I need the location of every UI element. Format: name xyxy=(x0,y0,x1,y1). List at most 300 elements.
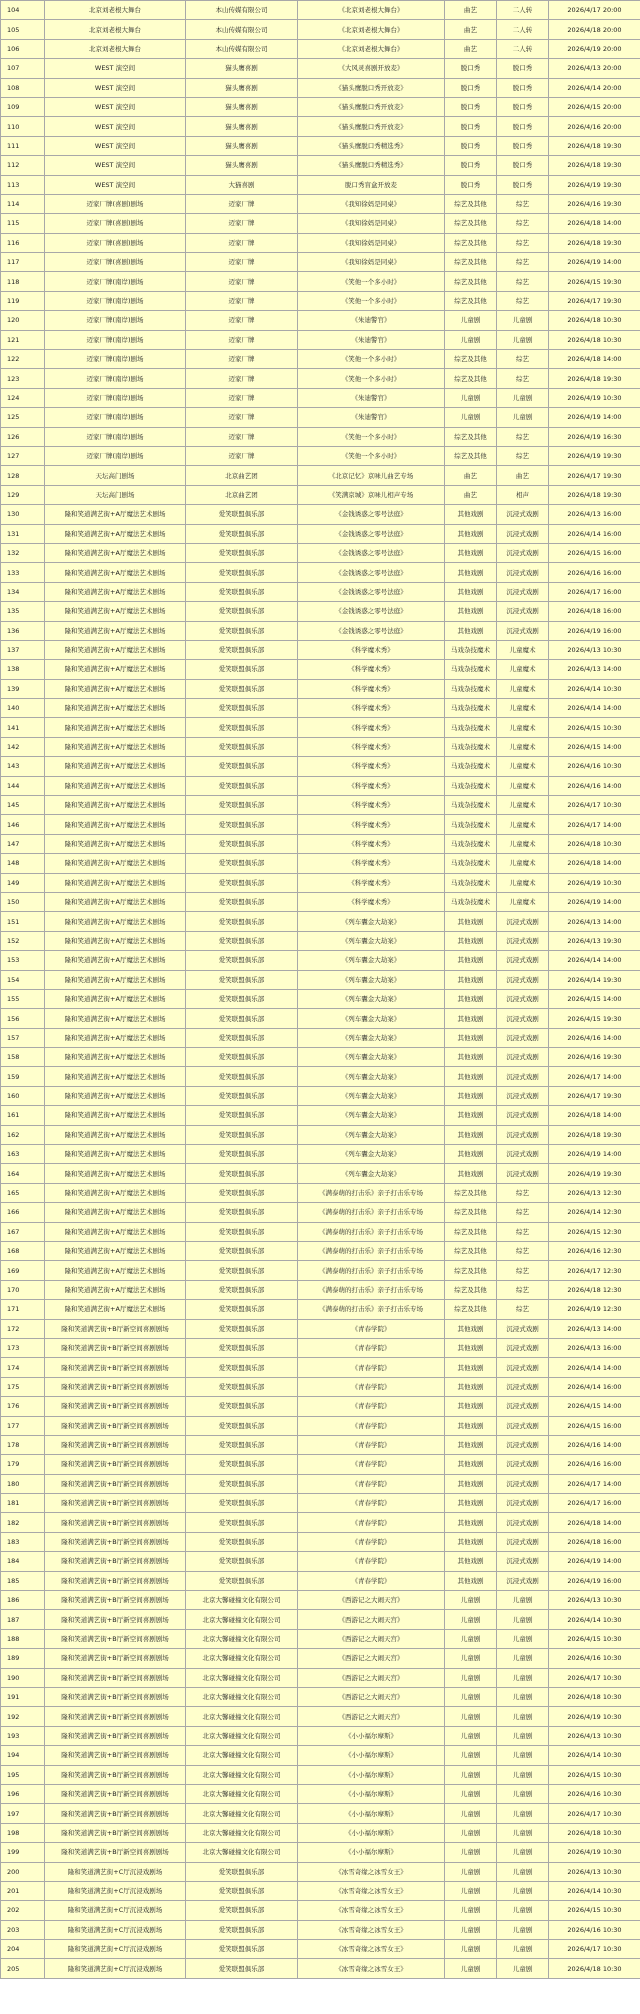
venue-cell: 天坛高门剧场 xyxy=(45,485,186,504)
subcategory-cell: 儿童剧 xyxy=(497,1707,549,1726)
venue-cell: 隆和笑道满艺街+C厅沉浸戏剧场 xyxy=(45,1959,186,1978)
venue-cell: 北京刘老根大舞台 xyxy=(45,39,186,58)
organizer-cell: 北京大馨碰撞文化有限公司 xyxy=(186,1629,298,1648)
table-row xyxy=(1,1377,640,1396)
datetime-cell: 2026/4/19 10:30 xyxy=(549,1843,640,1862)
category-cell: 马戏杂技魔术 xyxy=(445,854,497,873)
venue-cell: 迈家厂牌(喜剧)剧场 xyxy=(45,194,186,213)
show-title-cell: 《科学魔术秀》 xyxy=(298,737,445,756)
organizer-cell: 爱笑联盟俱乐部 xyxy=(186,834,298,853)
table-row xyxy=(1,1319,640,1338)
venue-cell: WEST 演空间 xyxy=(45,78,186,97)
subcategory-cell: 沉浸式戏剧 xyxy=(497,1067,549,1086)
row-number: 153 xyxy=(1,951,45,970)
organizer-cell: 本山传媒有限公司 xyxy=(186,20,298,39)
show-title-cell: 《科学魔术秀》 xyxy=(298,834,445,853)
category-cell: 其他戏剧 xyxy=(445,1455,497,1474)
venue-cell: 北京刘老根大舞台 xyxy=(45,1,186,20)
venue-cell: 隆和笑道满艺街+A厅魔法艺术剧场 xyxy=(45,873,186,892)
row-number: 143 xyxy=(1,757,45,776)
subcategory-cell: 综艺 xyxy=(497,1280,549,1299)
category-cell: 马戏杂技魔术 xyxy=(445,796,497,815)
row-number: 191 xyxy=(1,1687,45,1706)
datetime-cell: 2026/4/13 14:00 xyxy=(549,912,640,931)
row-number: 178 xyxy=(1,1435,45,1454)
datetime-cell: 2026/4/17 20:00 xyxy=(549,1,640,20)
organizer-cell: 迈家厂牌 xyxy=(186,233,298,252)
venue-cell: 隆和笑道满艺街+A厅魔法艺术剧场 xyxy=(45,815,186,834)
organizer-cell: 爱笑联盟俱乐部 xyxy=(186,1959,298,1978)
table-row xyxy=(1,388,640,407)
organizer-cell: 迈家厂牌 xyxy=(186,311,298,330)
show-title-cell: 《列车囊金大劫案》 xyxy=(298,989,445,1008)
datetime-cell: 2026/4/18 14:00 xyxy=(549,1106,640,1125)
category-cell: 儿童剧 xyxy=(445,1610,497,1629)
venue-cell: 隆和笑道满艺街+A厅魔法艺术剧场 xyxy=(45,757,186,776)
venue-cell: 隆和笑道满艺街+B厅新空间喜剧剧场 xyxy=(45,1687,186,1706)
venue-cell: 隆和笑道满艺街+A厅魔法艺术剧场 xyxy=(45,1261,186,1280)
organizer-cell: 爱笑联盟俱乐部 xyxy=(186,1242,298,1261)
table-row xyxy=(1,136,640,155)
show-title-cell: 《冰雪奇缘之冰雪女王》 xyxy=(298,1862,445,1881)
datetime-cell: 2026/4/16 14:00 xyxy=(549,1028,640,1047)
category-cell: 曲艺 xyxy=(445,485,497,504)
organizer-cell: 北京大馨碰撞文化有限公司 xyxy=(186,1649,298,1668)
subcategory-cell: 儿童剧 xyxy=(497,1901,549,1920)
show-title-cell: 《西游记之大闹天宫》 xyxy=(298,1649,445,1668)
venue-cell: 迈家厂牌(南岸)剧场 xyxy=(45,427,186,446)
organizer-cell: 爱笑联盟俱乐部 xyxy=(186,1881,298,1900)
subcategory-cell: 沉浸式戏剧 xyxy=(497,1319,549,1338)
row-number: 202 xyxy=(1,1901,45,1920)
organizer-cell: 北京曲艺团 xyxy=(186,466,298,485)
show-title-cell: 《西游记之大闹天宫》 xyxy=(298,1707,445,1726)
table-row xyxy=(1,350,640,369)
datetime-cell: 2026/4/18 19:30 xyxy=(549,156,640,175)
datetime-cell: 2026/4/14 10:30 xyxy=(549,679,640,698)
subcategory-cell: 沉浸式戏剧 xyxy=(497,1009,549,1028)
show-title-cell: 《我知徐妈是同桌》 xyxy=(298,233,445,252)
organizer-cell: 迈家厂牌 xyxy=(186,291,298,310)
organizer-cell: 爱笑联盟俱乐部 xyxy=(186,1494,298,1513)
category-cell: 马戏杂技魔术 xyxy=(445,679,497,698)
table-row xyxy=(1,1455,640,1474)
subcategory-cell: 综艺 xyxy=(497,291,549,310)
organizer-cell: 爱笑联盟俱乐部 xyxy=(186,602,298,621)
row-number: 192 xyxy=(1,1707,45,1726)
datetime-cell: 2026/4/17 19:30 xyxy=(549,1086,640,1105)
category-cell: 脱口秀 xyxy=(445,78,497,97)
show-title-cell: 《青春学院》 xyxy=(298,1571,445,1590)
organizer-cell: 迈家厂牌 xyxy=(186,446,298,465)
category-cell: 儿童剧 xyxy=(445,388,497,407)
subcategory-cell: 沉浸式戏剧 xyxy=(497,1494,549,1513)
subcategory-cell: 沉浸式戏剧 xyxy=(497,1513,549,1532)
organizer-cell: 迈家厂牌 xyxy=(186,427,298,446)
row-number: 154 xyxy=(1,970,45,989)
subcategory-cell: 综艺 xyxy=(497,1261,549,1280)
subcategory-cell: 沉浸式戏剧 xyxy=(497,602,549,621)
subcategory-cell: 综艺 xyxy=(497,214,549,233)
subcategory-cell: 儿童魔术 xyxy=(497,660,549,679)
venue-cell: 隆和笑道满艺街+C厅沉浸戏剧场 xyxy=(45,1862,186,1881)
subcategory-cell: 沉浸式戏剧 xyxy=(497,1086,549,1105)
subcategory-cell: 沉浸式戏剧 xyxy=(497,912,549,931)
organizer-cell: 爱笑联盟俱乐部 xyxy=(186,718,298,737)
datetime-cell: 2026/4/13 12:30 xyxy=(549,1183,640,1202)
table-row xyxy=(1,505,640,524)
row-number: 201 xyxy=(1,1881,45,1900)
table-row xyxy=(1,1649,640,1668)
subcategory-cell: 综艺 xyxy=(497,369,549,388)
organizer-cell: 爱笑联盟俱乐部 xyxy=(186,1338,298,1357)
category-cell: 其他戏剧 xyxy=(445,1571,497,1590)
category-cell: 脱口秀 xyxy=(445,59,497,78)
row-number: 119 xyxy=(1,291,45,310)
row-number: 156 xyxy=(1,1009,45,1028)
organizer-cell: 迈家厂牌 xyxy=(186,272,298,291)
organizer-cell: 爱笑联盟俱乐部 xyxy=(186,1474,298,1493)
row-number: 123 xyxy=(1,369,45,388)
show-title-cell: 《金钱诱惑之零号法庭》 xyxy=(298,505,445,524)
table-row xyxy=(1,1397,640,1416)
datetime-cell: 2026/4/15 19:30 xyxy=(549,272,640,291)
organizer-cell: 迈家厂牌 xyxy=(186,194,298,213)
subcategory-cell: 沉浸式戏剧 xyxy=(497,1358,549,1377)
organizer-cell: 北京大馨碰撞文化有限公司 xyxy=(186,1746,298,1765)
show-title-cell: 《大风灵喜剧开放麦》 xyxy=(298,59,445,78)
datetime-cell: 2026/4/18 19:30 xyxy=(549,485,640,504)
category-cell: 儿童剧 xyxy=(445,1668,497,1687)
subcategory-cell: 脱口秀 xyxy=(497,175,549,194)
row-number: 152 xyxy=(1,931,45,950)
organizer-cell: 爱笑联盟俱乐部 xyxy=(186,757,298,776)
subcategory-cell: 儿童魔术 xyxy=(497,796,549,815)
category-cell: 其他戏剧 xyxy=(445,1416,497,1435)
venue-cell: 隆和笑道满艺街+B厅新空间喜剧剧场 xyxy=(45,1435,186,1454)
datetime-cell: 2026/4/15 16:00 xyxy=(549,1416,640,1435)
datetime-cell: 2026/4/16 20:00 xyxy=(549,117,640,136)
row-number: 114 xyxy=(1,194,45,213)
category-cell: 其他戏剧 xyxy=(445,1474,497,1493)
show-title-cell: 《笑满京城》京味儿相声专场 xyxy=(298,485,445,504)
show-title-cell: 《列车囊金大劫案》 xyxy=(298,1028,445,1047)
subcategory-cell: 沉浸式戏剧 xyxy=(497,1048,549,1067)
organizer-cell: 北京大馨碰撞文化有限公司 xyxy=(186,1726,298,1745)
show-title-cell: 《金钱诱惑之零号法庭》 xyxy=(298,602,445,621)
organizer-cell: 爱笑联盟俱乐部 xyxy=(186,892,298,911)
category-cell: 综艺及其他 xyxy=(445,1261,497,1280)
venue-cell: WEST 演空间 xyxy=(45,156,186,175)
row-number: 203 xyxy=(1,1920,45,1939)
category-cell: 曲艺 xyxy=(445,20,497,39)
subcategory-cell: 沉浸式戏剧 xyxy=(497,582,549,601)
show-title-cell: 《科学魔术秀》 xyxy=(298,660,445,679)
show-title-cell: 《科学魔术秀》 xyxy=(298,699,445,718)
organizer-cell: 爱笑联盟俱乐部 xyxy=(186,873,298,892)
organizer-cell: 爱笑联盟俱乐部 xyxy=(186,1901,298,1920)
venue-cell: 迈家厂牌(南岸)剧场 xyxy=(45,369,186,388)
venue-cell: 隆和笑道满艺街+A厅魔法艺术剧场 xyxy=(45,640,186,659)
subcategory-cell: 儿童剧 xyxy=(497,1687,549,1706)
subcategory-cell: 儿童剧 xyxy=(497,1591,549,1610)
show-title-cell: 《小小福尔摩斯》 xyxy=(298,1765,445,1784)
organizer-cell: 爱笑联盟俱乐部 xyxy=(186,1009,298,1028)
datetime-cell: 2026/4/18 14:00 xyxy=(549,1513,640,1532)
venue-cell: 隆和笑道满艺街+B厅新空间喜剧剧场 xyxy=(45,1707,186,1726)
show-title-cell: 脱口秀盲盒开放麦 xyxy=(298,175,445,194)
show-title-cell: 《青春学院》 xyxy=(298,1435,445,1454)
row-number: 171 xyxy=(1,1300,45,1319)
organizer-cell: 北京大馨碰撞文化有限公司 xyxy=(186,1687,298,1706)
show-title-cell: 《猫头鹰脱口秀开放麦》 xyxy=(298,117,445,136)
row-number: 193 xyxy=(1,1726,45,1745)
subcategory-cell: 沉浸式戏剧 xyxy=(497,563,549,582)
datetime-cell: 2026/4/15 19:30 xyxy=(549,1009,640,1028)
organizer-cell: 爱笑联盟俱乐部 xyxy=(186,660,298,679)
table-row xyxy=(1,1203,640,1222)
table-row xyxy=(1,1843,640,1862)
table-row xyxy=(1,718,640,737)
venue-cell: 隆和笑道满艺街+A厅魔法艺术剧场 xyxy=(45,679,186,698)
subcategory-cell: 脱口秀 xyxy=(497,136,549,155)
venue-cell: 隆和笑道满艺街+A厅魔法艺术剧场 xyxy=(45,1183,186,1202)
venue-cell: 隆和笑道满艺街+C厅沉浸戏剧场 xyxy=(45,1920,186,1939)
table-row xyxy=(1,20,640,39)
venue-cell: 隆和笑道满艺街+A厅魔法艺术剧场 xyxy=(45,737,186,756)
subcategory-cell: 儿童剧 xyxy=(497,1610,549,1629)
row-number: 179 xyxy=(1,1455,45,1474)
show-title-cell: 《满泰萌的打击乐》亲子打击乐专场 xyxy=(298,1242,445,1261)
table-row xyxy=(1,621,640,640)
table-row xyxy=(1,485,640,504)
row-number: 111 xyxy=(1,136,45,155)
subcategory-cell: 儿童剧 xyxy=(497,1843,549,1862)
venue-cell: 隆和笑道满艺街+B厅新空间喜剧剧场 xyxy=(45,1377,186,1396)
show-title-cell: 《朱迪警官》 xyxy=(298,388,445,407)
table-row xyxy=(1,446,640,465)
table-row xyxy=(1,951,640,970)
category-cell: 其他戏剧 xyxy=(445,563,497,582)
category-cell: 儿童剧 xyxy=(445,1881,497,1900)
subcategory-cell: 综艺 xyxy=(497,1300,549,1319)
category-cell: 其他戏剧 xyxy=(445,582,497,601)
row-number: 149 xyxy=(1,873,45,892)
subcategory-cell: 综艺 xyxy=(497,446,549,465)
datetime-cell: 2026/4/16 14:00 xyxy=(549,1435,640,1454)
category-cell: 其他戏剧 xyxy=(445,1494,497,1513)
row-number: 130 xyxy=(1,505,45,524)
datetime-cell: 2026/4/14 16:00 xyxy=(549,1377,640,1396)
venue-cell: 迈家厂牌(南岸)剧场 xyxy=(45,272,186,291)
datetime-cell: 2026/4/18 10:30 xyxy=(549,1959,640,1978)
show-title-cell: 《我知徐妈是同桌》 xyxy=(298,194,445,213)
category-cell: 曲艺 xyxy=(445,39,497,58)
table-row xyxy=(1,272,640,291)
row-number: 183 xyxy=(1,1532,45,1551)
subcategory-cell: 脱口秀 xyxy=(497,59,549,78)
show-title-cell: 《我知徐妈是同桌》 xyxy=(298,214,445,233)
datetime-cell: 2026/4/19 19:30 xyxy=(549,1164,640,1183)
organizer-cell: 本山传媒有限公司 xyxy=(186,1,298,20)
datetime-cell: 2026/4/16 19:30 xyxy=(549,1048,640,1067)
table-row xyxy=(1,602,640,621)
table-row xyxy=(1,1474,640,1493)
table-row xyxy=(1,834,640,853)
subcategory-cell: 综艺 xyxy=(497,233,549,252)
row-number: 115 xyxy=(1,214,45,233)
datetime-cell: 2026/4/19 19:30 xyxy=(549,175,640,194)
table-row xyxy=(1,660,640,679)
venue-cell: 隆和笑道满艺街+B厅新空间喜剧剧场 xyxy=(45,1338,186,1357)
venue-cell: 隆和笑道满艺街+A厅魔法艺术剧场 xyxy=(45,912,186,931)
datetime-cell: 2026/4/15 10:30 xyxy=(549,718,640,737)
subcategory-cell: 儿童剧 xyxy=(497,1784,549,1803)
organizer-cell: 爱笑联盟俱乐部 xyxy=(186,1028,298,1047)
datetime-cell: 2026/4/14 19:30 xyxy=(549,970,640,989)
subcategory-cell: 儿童剧 xyxy=(497,1629,549,1648)
venue-cell: 隆和笑道满艺街+C厅沉浸戏剧场 xyxy=(45,1901,186,1920)
table-row xyxy=(1,369,640,388)
table-row xyxy=(1,1048,640,1067)
organizer-cell: 爱笑联盟俱乐部 xyxy=(186,1377,298,1396)
table-row xyxy=(1,640,640,659)
table-row xyxy=(1,1416,640,1435)
category-cell: 脱口秀 xyxy=(445,97,497,116)
show-title-cell: 《列车囊金大劫案》 xyxy=(298,1086,445,1105)
show-title-cell: 《青春学院》 xyxy=(298,1377,445,1396)
organizer-cell: 爱笑联盟俱乐部 xyxy=(186,1571,298,1590)
category-cell: 综艺及其他 xyxy=(445,350,497,369)
show-title-cell: 《青春学院》 xyxy=(298,1338,445,1357)
row-number: 173 xyxy=(1,1338,45,1357)
row-number: 135 xyxy=(1,602,45,621)
show-title-cell: 《青春学院》 xyxy=(298,1455,445,1474)
show-title-cell: 《科学魔术秀》 xyxy=(298,718,445,737)
subcategory-cell: 儿童魔术 xyxy=(497,679,549,698)
subcategory-cell: 儿童剧 xyxy=(497,1804,549,1823)
row-number: 190 xyxy=(1,1668,45,1687)
category-cell: 其他戏剧 xyxy=(445,1145,497,1164)
category-cell: 综艺及其他 xyxy=(445,291,497,310)
venue-cell: 隆和笑道满艺街+B厅新空间喜剧剧场 xyxy=(45,1513,186,1532)
show-title-cell: 《科学魔术秀》 xyxy=(298,679,445,698)
venue-cell: 隆和笑道满艺街+A厅魔法艺术剧场 xyxy=(45,524,186,543)
organizer-cell: 爱笑联盟俱乐部 xyxy=(186,931,298,950)
show-title-cell: 《列车囊金大劫案》 xyxy=(298,951,445,970)
venue-cell: 隆和笑道满艺街+B厅新空间喜剧剧场 xyxy=(45,1552,186,1571)
category-cell: 其他戏剧 xyxy=(445,989,497,1008)
table-row xyxy=(1,1940,640,1959)
organizer-cell: 爱笑联盟俱乐部 xyxy=(186,543,298,562)
category-cell: 儿童剧 xyxy=(445,1591,497,1610)
subcategory-cell: 沉浸式戏剧 xyxy=(497,543,549,562)
category-cell: 其他戏剧 xyxy=(445,505,497,524)
table-row xyxy=(1,1222,640,1241)
row-number: 145 xyxy=(1,796,45,815)
venue-cell: 天坛高门剧场 xyxy=(45,466,186,485)
table-row xyxy=(1,214,640,233)
table-row xyxy=(1,427,640,446)
organizer-cell: 北京曲艺团 xyxy=(186,485,298,504)
subcategory-cell: 沉浸式戏剧 xyxy=(497,505,549,524)
organizer-cell: 北京大馨碰撞文化有限公司 xyxy=(186,1843,298,1862)
subcategory-cell: 沉浸式戏剧 xyxy=(497,931,549,950)
datetime-cell: 2026/4/19 14:00 xyxy=(549,253,640,272)
datetime-cell: 2026/4/18 14:00 xyxy=(549,854,640,873)
subcategory-cell: 儿童魔术 xyxy=(497,854,549,873)
category-cell: 儿童剧 xyxy=(445,1746,497,1765)
organizer-cell: 爱笑联盟俱乐部 xyxy=(186,1358,298,1377)
category-cell: 综艺及其他 xyxy=(445,1300,497,1319)
datetime-cell: 2026/4/18 16:00 xyxy=(549,602,640,621)
row-number: 122 xyxy=(1,350,45,369)
table-row xyxy=(1,1494,640,1513)
show-title-cell: 《金钱诱惑之零号法庭》 xyxy=(298,543,445,562)
datetime-cell: 2026/4/19 12:30 xyxy=(549,1300,640,1319)
table-row xyxy=(1,1028,640,1047)
table-row xyxy=(1,1009,640,1028)
datetime-cell: 2026/4/19 10:30 xyxy=(549,873,640,892)
category-cell: 其他戏剧 xyxy=(445,1106,497,1125)
category-cell: 综艺及其他 xyxy=(445,1183,497,1202)
table-row xyxy=(1,1591,640,1610)
show-title-cell: 《冰雪奇缘之冰雪女王》 xyxy=(298,1920,445,1939)
organizer-cell: 爱笑联盟俱乐部 xyxy=(186,640,298,659)
category-cell: 综艺及其他 xyxy=(445,369,497,388)
datetime-cell: 2026/4/18 14:00 xyxy=(549,350,640,369)
venue-cell: 隆和笑道满艺街+A厅魔法艺术剧场 xyxy=(45,1009,186,1028)
show-title-cell: 《青春学院》 xyxy=(298,1474,445,1493)
category-cell: 综艺及其他 xyxy=(445,233,497,252)
organizer-cell: 爱笑联盟俱乐部 xyxy=(186,776,298,795)
table-row xyxy=(1,1338,640,1357)
category-cell: 儿童剧 xyxy=(445,1940,497,1959)
subcategory-cell: 综艺 xyxy=(497,350,549,369)
category-cell: 儿童剧 xyxy=(445,1843,497,1862)
show-title-cell: 《小小福尔摩斯》 xyxy=(298,1784,445,1803)
category-cell: 儿童剧 xyxy=(445,330,497,349)
table-row xyxy=(1,311,640,330)
category-cell: 综艺及其他 xyxy=(445,214,497,233)
table-row xyxy=(1,1707,640,1726)
row-number: 185 xyxy=(1,1571,45,1590)
organizer-cell: 爱笑联盟俱乐部 xyxy=(186,737,298,756)
row-number: 199 xyxy=(1,1843,45,1862)
show-title-cell: 《冰雪奇缘之冰雪女王》 xyxy=(298,1940,445,1959)
subcategory-cell: 综艺 xyxy=(497,1242,549,1261)
row-number: 200 xyxy=(1,1862,45,1881)
show-title-cell: 《青春学院》 xyxy=(298,1358,445,1377)
organizer-cell: 迈家厂牌 xyxy=(186,350,298,369)
datetime-cell: 2026/4/19 14:00 xyxy=(549,1145,640,1164)
row-number: 128 xyxy=(1,466,45,485)
category-cell: 马戏杂技魔术 xyxy=(445,718,497,737)
datetime-cell: 2026/4/18 10:30 xyxy=(549,1823,640,1842)
datetime-cell: 2026/4/13 19:30 xyxy=(549,931,640,950)
subcategory-cell: 沉浸式戏剧 xyxy=(497,1416,549,1435)
organizer-cell: 本山传媒有限公司 xyxy=(186,39,298,58)
datetime-cell: 2026/4/14 10:30 xyxy=(549,1881,640,1900)
venue-cell: 隆和笑道满艺街+B厅新空间喜剧剧场 xyxy=(45,1494,186,1513)
subcategory-cell: 综艺 xyxy=(497,253,549,272)
venue-cell: 隆和笑道满艺街+A厅魔法艺术剧场 xyxy=(45,776,186,795)
row-number: 166 xyxy=(1,1203,45,1222)
organizer-cell: 爱笑联盟俱乐部 xyxy=(186,1280,298,1299)
datetime-cell: 2026/4/19 14:00 xyxy=(549,408,640,427)
table-row xyxy=(1,39,640,58)
category-cell: 其他戏剧 xyxy=(445,1067,497,1086)
